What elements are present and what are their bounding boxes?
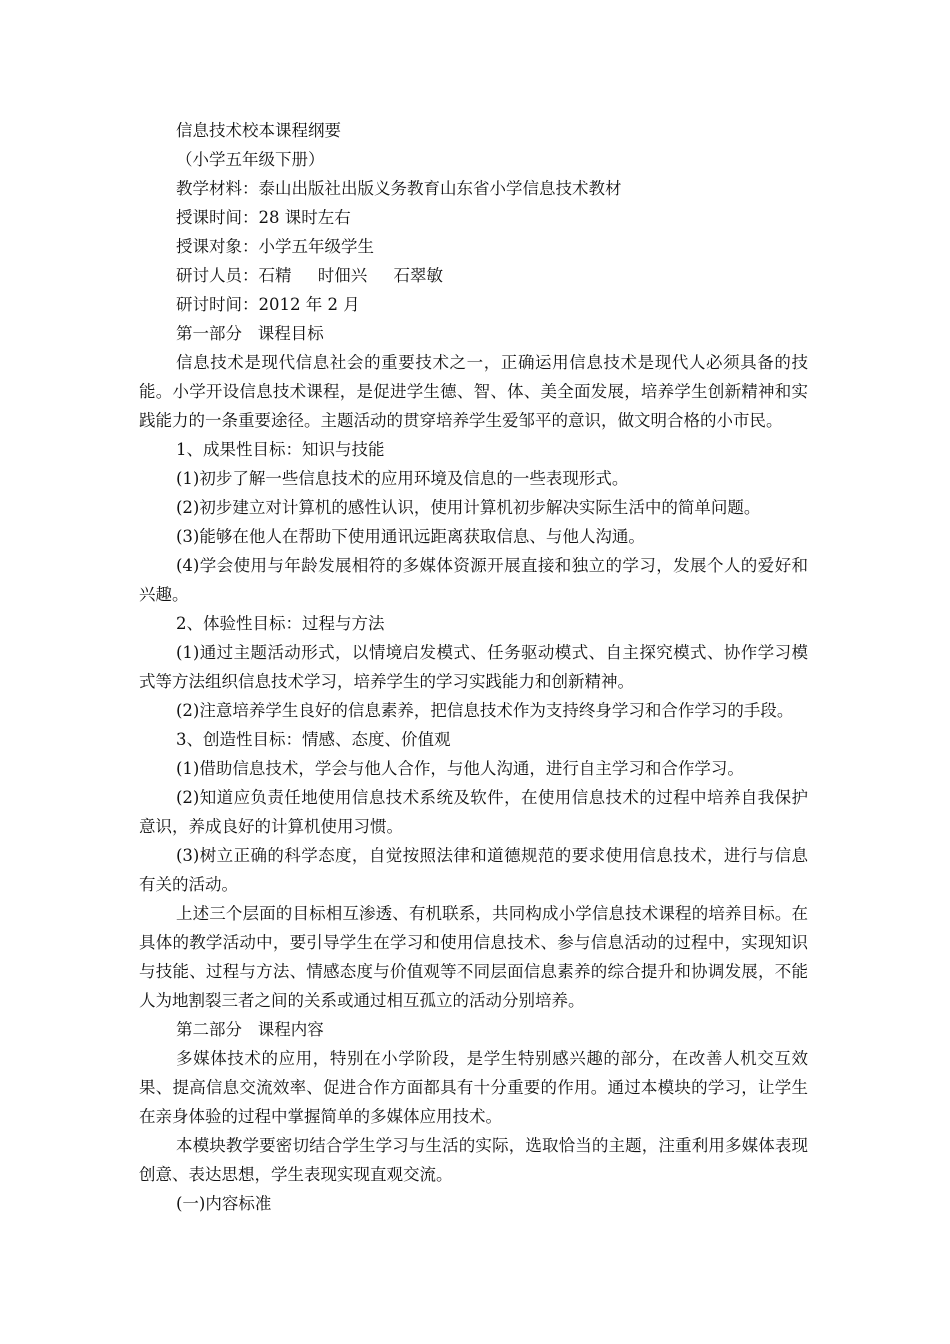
goal2-item: (2)注意培养学生良好的信息素养，把信息技术作为支持终身学习和合作学习的手段。 (176, 701, 794, 720)
goal1-item: (4)学会使用与年龄发展相符的多媒体资源开展直接和独立的学习，发展个人的爱好和兴趣。 (139, 556, 808, 604)
meta-staff: 研讨人员：石精 时佃兴 石翠敏 (176, 266, 443, 285)
part1-intro: 信息技术是现代信息社会的重要技术之一，正确运用信息技术是现代人必须具备的技能。小学开设信息技术课程，是促进学生德、智、体、美全面发展，培养学生创新精神和实践能力的一条重要途径。主题活动的贯穿培养学生爱邹平的意识，做文明合格的小市民。 (139, 353, 808, 430)
goal2-item: (1)通过主题活动形式，以情境启发模式、任务驱动模式、自主探究模式、协作学习模式等方法组织信息技术学习，培养学生的学习实践能力和创新精神。 (139, 643, 808, 691)
goal2-title: 2、体验性目标：过程与方法 (176, 614, 385, 633)
goal1-item: (2)初步建立对计算机的感性认识，使用计算机初步解决实际生活中的简单问题。 (176, 498, 761, 517)
part2-heading: 第二部分 课程内容 (176, 1020, 324, 1039)
goal3-item: (1)借助信息技术，学会与他人合作，与他人沟通，进行自主学习和合作学习。 (176, 759, 744, 778)
document-subtitle: （小学五年级下册） (176, 150, 325, 169)
goal3-item: (3)树立正确的科学态度，自觉按照法律和道德规范的要求使用信息技术，进行与信息有关的活动。 (139, 846, 808, 894)
goal3-title: 3、创造性目标：情感、态度、价值观 (176, 730, 451, 749)
meta-audience: 授课对象：小学五年级学生 (176, 237, 374, 256)
goal3-item: (2)知道应负责任地使用信息技术系统及软件，在使用信息技术的过程中培养自我保护意识，养成良好的计算机使用习惯。 (139, 788, 808, 836)
goal1-title: 1、成果性目标：知识与技能 (176, 440, 385, 459)
meta-date: 研讨时间：2012 年 2 月 (176, 295, 360, 314)
goal1-item: (3)能够在他人在帮助下使用通讯远距离获取信息、与他人沟通。 (176, 527, 645, 546)
part2-paragraph: 多媒体技术的应用，特别在小学阶段，是学生特别感兴趣的部分，在改善人机交互效果、提高信息交流效率、促进合作方面都具有十分重要的作用。通过本模块的学习，让学生在亲身体验的过程中掌握简单的多媒体应用技术。 (139, 1049, 808, 1126)
document-title: 信息技术校本课程纲要 (176, 121, 341, 140)
part1-heading: 第一部分 课程目标 (176, 324, 324, 343)
goal1-item: (1)初步了解一些信息技术的应用环境及信息的一些表现形式。 (176, 469, 629, 488)
meta-hours: 授课时间：28 课时左右 (176, 208, 351, 227)
part2-paragraph: 本模块教学要密切结合学生学习与生活的实际，选取恰当的主题，注重利用多媒体表现创意、表达思想，学生表现实现直观交流。 (139, 1136, 808, 1184)
meta-material: 教学材料：泰山出版社出版义务教育山东省小学信息技术教材 (176, 179, 622, 198)
part2-subheading: (一)内容标准 (176, 1194, 272, 1213)
part1-summary: 上述三个层面的目标相互渗透、有机联系，共同构成小学信息技术课程的培养目标。在具体的教学活动中，要引导学生在学习和使用信息技术、参与信息活动的过程中，实现知识与技能、过程与方法、情感态度与价值观等不同层面信息素养的综合提升和协调发展，不能人为地割裂三者之间的关系或通过相互孤立的活动分别培养。 (139, 904, 808, 1010)
